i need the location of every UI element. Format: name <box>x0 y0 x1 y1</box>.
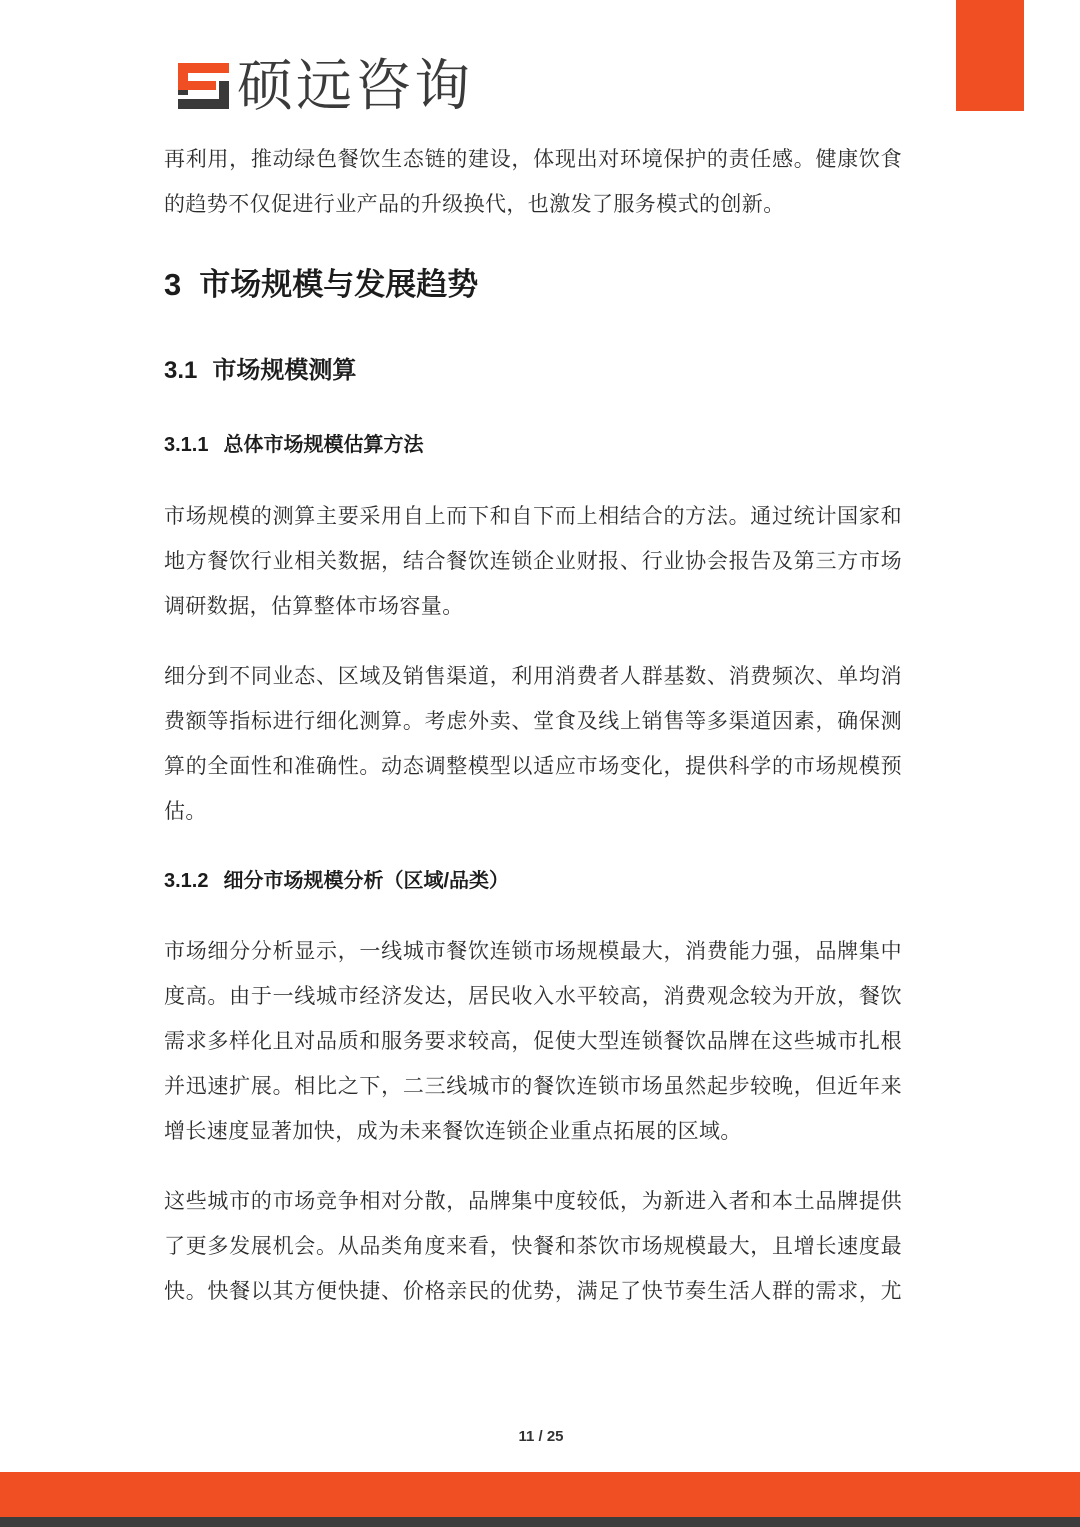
footer-accent-bar <box>0 1472 1080 1517</box>
body-paragraph <box>164 494 902 629</box>
text-line: 费额等指标进行细化测算。考虑外卖、堂食及线上销售等多渠道因素，确保测 <box>164 710 902 733</box>
body-paragraph <box>164 929 902 1154</box>
text-line: 快。快餐以其方便快捷、价格亲民的优势，满足了快节奏生活人群的需求，尤 <box>164 1280 902 1303</box>
text-line: 估。 <box>164 800 207 823</box>
sub-subsection-heading <box>164 430 423 460</box>
section-title: 市场规模与发展趋势 <box>199 267 479 302</box>
brand-name: 硕远咨询 <box>237 54 473 117</box>
footer-dark-strip <box>0 1517 1080 1527</box>
text-line: 度高。由于一线城市经济发达，居民收入水平较高，消费观念较为开放，餐饮 <box>164 985 902 1008</box>
section-heading <box>164 265 478 305</box>
subsection-heading <box>164 354 356 388</box>
sub-subsection-number: 3.1.1 <box>164 434 209 456</box>
text-line: 的趋势不仅促进行业产品的升级换代，也激发了服务模式的创新。 <box>164 193 785 216</box>
text-line: 增长速度显著加快，成为未来餐饮连锁企业重点拓展的区域。 <box>164 1120 742 1143</box>
subsection-number: 3.1 <box>164 357 198 384</box>
intro-paragraph <box>164 137 902 227</box>
section-number: 3 <box>164 267 182 302</box>
text-line: 这些城市的市场竞争相对分散，品牌集中度较低，为新进入者和本土品牌提供 <box>164 1190 902 1213</box>
corner-accent-block <box>956 0 1024 111</box>
text-line: 调研数据，估算整体市场容量。 <box>164 595 464 618</box>
text-line: 需求多样化且对品质和服务要求较高，促使大型连锁餐饮品牌在这些城市扎根 <box>164 1030 902 1053</box>
body-paragraph <box>164 1179 902 1314</box>
text-line: 市场规模的测算主要采用自上而下和自下而上相结合的方法。通过统计国家和 <box>164 505 902 528</box>
text-line: 地方餐饮行业相关数据，结合餐饮连锁企业财报、行业协会报告及第三方市场 <box>164 550 902 573</box>
subsection-title: 市场规模测算 <box>212 357 357 384</box>
brand-s-logo-icon <box>178 63 229 109</box>
text-line: 算的全面性和准确性。动态调整模型以适应市场变化，提供科学的市场规模预 <box>164 755 902 778</box>
text-line: 细分到不同业态、区域及销售渠道，利用消费者人群基数、消费频次、单均消 <box>164 665 902 688</box>
body-paragraph <box>164 654 902 834</box>
text-line: 并迅速扩展。相比之下，二三线城市的餐饮连锁市场虽然起步较晚，但近年来 <box>164 1075 902 1098</box>
sub-subsection-heading <box>164 866 509 896</box>
page-number: 11 / 25 <box>518 1428 564 1445</box>
sub-subsection-title: 细分市场规模分析（区域/品类） <box>223 870 510 892</box>
sub-subsection-number: 3.1.2 <box>164 870 209 892</box>
text-line: 了更多发展机会。从品类角度来看，快餐和茶饮市场规模最大，且增长速度最 <box>164 1235 902 1258</box>
sub-subsection-title: 总体市场规模估算方法 <box>223 434 424 456</box>
text-line: 市场细分分析显示，一线城市餐饮连锁市场规模最大，消费能力强，品牌集中 <box>164 940 902 963</box>
text-line: 再利用，推动绿色餐饮生态链的建设，体现出对环境保护的责任感。健康饮食 <box>164 148 902 171</box>
